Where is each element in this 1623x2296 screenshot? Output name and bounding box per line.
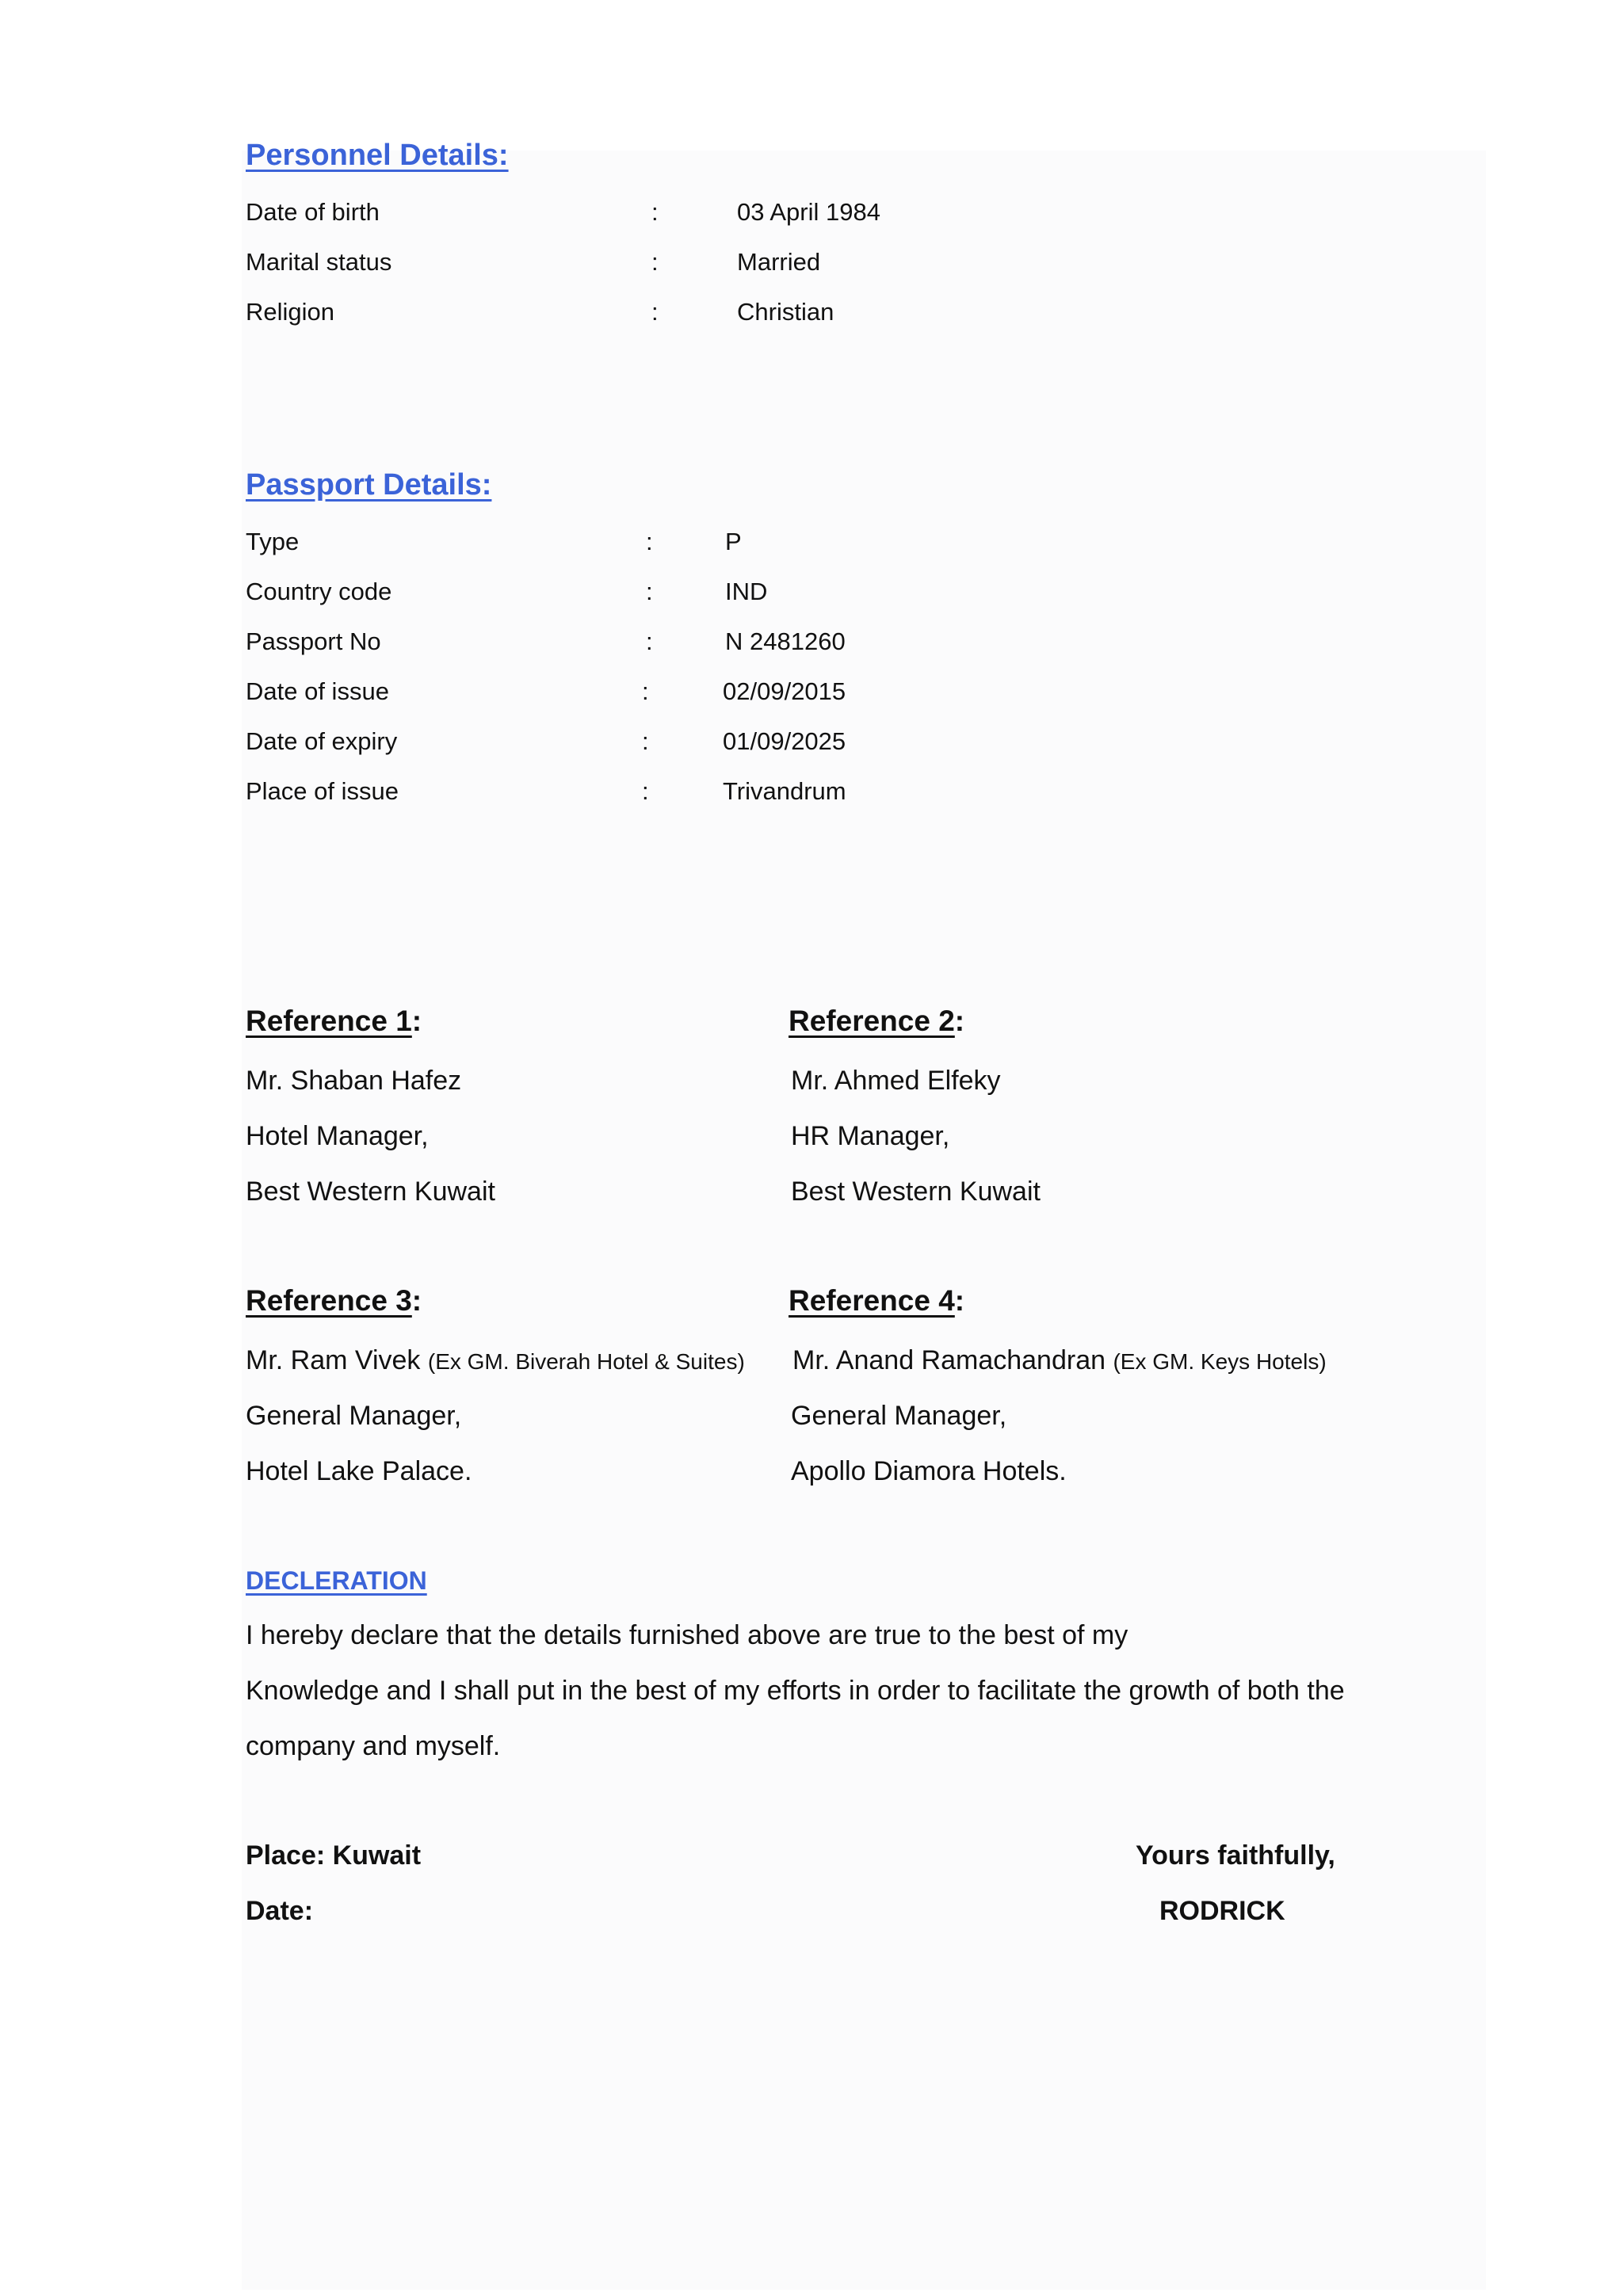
detail-colon: : [651, 198, 659, 226]
passport-value: IND [725, 578, 768, 605]
personnel-details-heading: Personnel Details: [246, 139, 509, 172]
reference-heading-text: Reference 1 [246, 1005, 412, 1037]
reference-4-note: (Ex GM. Keys Hotels) [1113, 1349, 1327, 1374]
closing-text: Yours faithfully, [1136, 1840, 1335, 1871]
passport-details-heading: Passport Details: [246, 468, 492, 502]
reference-heading-text: Reference 3 [246, 1284, 412, 1317]
passport-colon: : [646, 528, 653, 555]
reference-3-position: General Manager, [246, 1401, 462, 1431]
reference-1-name: Mr. Shaban Hafez [246, 1066, 462, 1096]
reference-2-heading: Reference 2: [789, 1005, 965, 1037]
passport-value: P [725, 528, 742, 555]
reference-1-heading: Reference 1: [246, 1005, 422, 1037]
reference-2-position: HR Manager, [791, 1121, 950, 1151]
declaration-line-2: Knowledge and I shall put in the best of my efforts in order to facilitate the growth of both the [246, 1676, 1345, 1706]
passport-colon: : [642, 777, 649, 805]
reference-3-name-line [246, 1345, 745, 1376]
reference-3-name: Mr. Ram Vivek [246, 1345, 421, 1375]
reference-4-company: Apollo Diamora Hotels. [791, 1456, 1067, 1486]
place-text: Place: Kuwait [246, 1840, 422, 1871]
declaration-line-1: I hereby declare that the details furnished above are true to the best of my [246, 1620, 1128, 1650]
reference-3-heading: Reference 3: [246, 1284, 422, 1317]
passport-colon: : [642, 677, 649, 705]
detail-label: Religion [246, 298, 335, 326]
passport-label: Type [246, 528, 300, 555]
declaration-line-3: company and myself. [246, 1731, 501, 1761]
reference-1-company: Best Western Kuwait [246, 1177, 495, 1207]
passport-colon: : [642, 727, 649, 755]
passport-value: 01/09/2025 [723, 727, 846, 755]
reference-4-heading: Reference 4: [789, 1284, 965, 1317]
detail-value: 03 April 1984 [737, 198, 880, 226]
declaration-heading: DECLERATION [246, 1566, 427, 1595]
detail-colon: : [651, 298, 659, 326]
reference-4-name: Mr. Anand Ramachandran [792, 1345, 1106, 1375]
reference-4-position: General Manager, [791, 1401, 1007, 1431]
passport-label: Date of expiry [246, 727, 398, 755]
detail-label: Marital status [246, 248, 392, 276]
signatory-name: RODRICK [1159, 1896, 1285, 1926]
reference-3-company: Hotel Lake Palace. [246, 1456, 472, 1486]
passport-label: Date of issue [246, 677, 389, 705]
detail-value: Christian [737, 298, 834, 326]
reference-heading-text: Reference 2 [789, 1005, 955, 1037]
reference-1-position: Hotel Manager, [246, 1121, 429, 1151]
reference-4-name-line [792, 1345, 1327, 1376]
reference-2-company: Best Western Kuwait [791, 1177, 1041, 1207]
passport-value: 02/09/2015 [723, 677, 846, 705]
passport-label: Country code [246, 578, 392, 605]
reference-heading-text: Reference 4 [789, 1284, 955, 1317]
passport-label: Passport No [246, 627, 381, 655]
detail-colon: : [651, 248, 659, 276]
passport-colon: : [646, 578, 653, 605]
passport-value: Trivandrum [723, 777, 846, 805]
date-text: Date: [246, 1896, 314, 1926]
detail-value: Married [737, 248, 821, 276]
passport-value: N 2481260 [725, 627, 846, 655]
reference-3-note: (Ex GM. Biverah Hotel & Suites) [427, 1349, 745, 1374]
passport-label: Place of issue [246, 777, 399, 805]
reference-2-name: Mr. Ahmed Elfeky [791, 1066, 1001, 1096]
passport-colon: : [646, 627, 653, 655]
detail-label: Date of birth [246, 198, 380, 226]
